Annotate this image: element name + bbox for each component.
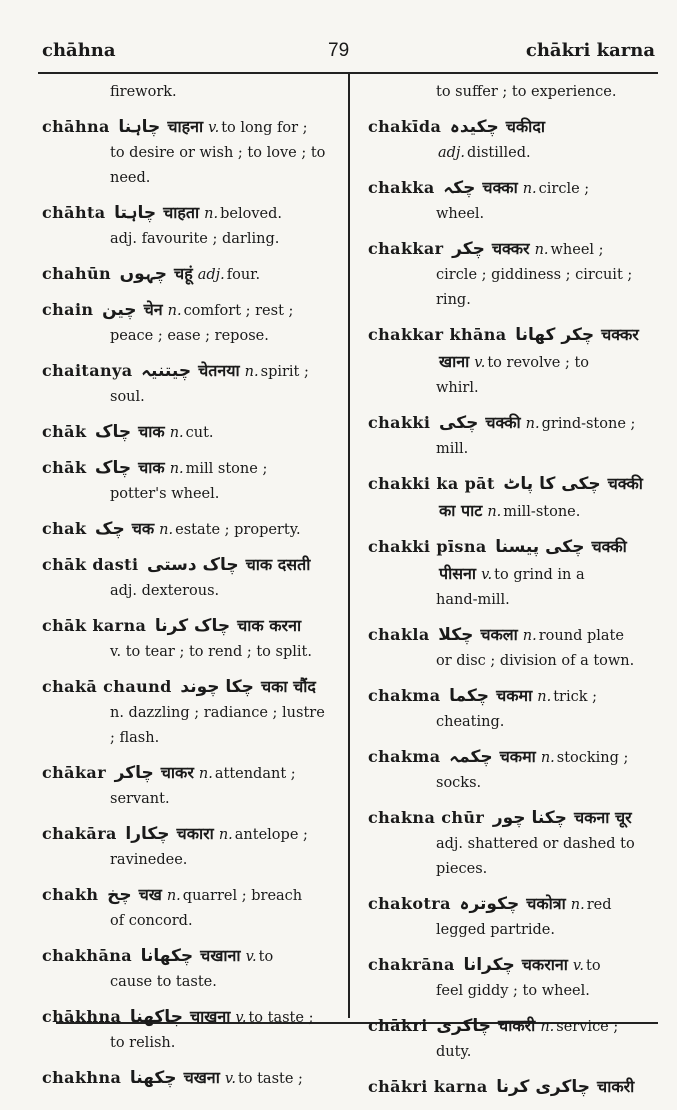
headword: chak [42,519,87,538]
entry-first-line [42,613,334,640]
part-of-speech: n. [198,766,213,782]
entry-first-line [42,200,334,227]
headword: chāk dasti [42,555,139,574]
hindi-script: चेतनया [198,361,240,380]
definition: grind-stone ; [541,416,636,432]
hindi-script: चक्का [482,178,518,197]
urdu-script: چاکر [114,763,154,783]
definition: or disc ; division of a town. [436,653,635,669]
definition: to long for ; [221,120,308,136]
headword: chāk [42,458,87,477]
definition: ; flash. [110,730,160,746]
hindi-script: चखाना [200,946,241,965]
hindi-script: चाहना [167,117,204,136]
hindi-script: चाक [138,422,165,441]
definition: circle ; giddiness ; circuit ; [436,267,633,283]
part-of-speech: v. [208,120,220,136]
urdu-script: چکی کا پاٹ [503,474,601,494]
dictionary-entry [42,613,334,665]
dictionary-entry [42,1065,334,1092]
definition: to relish. [110,1035,176,1051]
urdu-script: چاک کرنا [154,616,231,636]
part-of-speech: n. [218,827,233,843]
entry-first-line [42,674,334,701]
definition: to [258,949,274,965]
definition: cut. [185,425,214,441]
definition: antelope ; [234,827,308,843]
part-of-speech: n. [537,689,552,705]
urdu-script: چاکری کرنا [496,1077,591,1097]
definition: wheel ; [550,242,604,258]
headword: chākar [42,763,107,782]
definition: attendant ; [214,766,296,782]
dictionary-entry [42,358,334,410]
headword: chakna chūr [368,808,485,827]
hindi-script-continued: खाना [439,352,470,371]
definition: to [586,958,601,974]
definition: v. to tear ; to rend ; to split. [110,644,312,660]
dictionary-entry [368,805,662,882]
part-of-speech: n. [522,628,537,644]
part-of-speech: v. [474,355,486,371]
definition: adj. favourite ; darling. [110,231,280,247]
urdu-script: چکلا [438,625,474,645]
headword: chakki pīsna [368,537,487,556]
entry-first-line [368,322,662,349]
entry-line [368,561,662,588]
entry-line [368,349,662,376]
part-of-speech: n. [204,206,219,222]
dictionary-entry [368,322,662,401]
entry-first-line [368,534,662,561]
urdu-script: چکر [452,239,485,259]
hindi-script: चाकर [160,763,194,782]
dictionary-entry [368,1074,662,1101]
urdu-script: چکما [449,686,490,706]
definition: mill. [436,441,469,457]
part-of-speech: n. [534,242,549,258]
hindi-script: चक्की [485,413,521,432]
headword: chāk [42,422,87,441]
urdu-script: چاکری [436,1016,492,1036]
urdu-script: چکیدہ [449,117,499,137]
definition: duty. [436,1044,472,1060]
hindi-script: चख [138,885,162,904]
definition: of concord. [110,913,193,929]
headword: chakāra [42,824,117,843]
hindi-script: चाक दसती [245,555,311,574]
dictionary-entry [368,175,662,227]
dictionary-entry [42,114,334,191]
right-column [368,80,662,1110]
urdu-script: چکر کھانا [515,325,595,345]
entry-first-line [42,419,334,446]
hindi-script: चक्की [591,537,627,556]
header-left-guideword: chāhna [42,40,116,61]
entry-first-line [368,410,662,437]
part-of-speech: v. [245,949,257,965]
part-of-speech: n. [169,425,184,441]
urdu-script: چکا چوند [180,677,254,697]
definition: spirit ; [260,364,309,380]
definition: mill stone ; [185,461,268,477]
continued-definition: firework. [110,84,177,100]
hindi-script: चकना चूर [573,808,632,827]
urdu-script: چہوں [119,264,168,284]
dictionary-entry [368,952,662,1004]
urdu-script: چکہ [443,178,476,198]
dictionary-entry [42,80,334,105]
part-of-speech: n. [540,1019,555,1035]
dictionary-entry [42,297,334,349]
entry-first-line [368,175,662,202]
dictionary-entry [368,683,662,735]
definition: estate ; property. [175,522,301,538]
definition: ring. [436,292,471,308]
definition: hand-mill. [436,592,510,608]
headword: chakrāna [368,955,455,974]
hindi-script: चखना [183,1068,220,1087]
hindi-script: चक्कर [491,239,530,258]
urdu-script: چاک [95,422,132,442]
entry-first-line [368,683,662,710]
headword: chāk karna [42,616,147,635]
definition: service ; [556,1019,619,1035]
entry-first-line [42,943,334,970]
entry-first-line [42,760,334,787]
dictionary-entry [368,744,662,796]
urdu-script: چخ [107,885,132,905]
hindi-script: चकमा [499,747,536,766]
dictionary-entry [368,236,662,313]
hindi-script: चाहता [163,203,200,222]
entry-first-line [368,471,662,498]
urdu-script: چکمہ [449,747,493,767]
dictionary-entry [368,114,662,166]
definition: cheating. [436,714,505,730]
definition: to revolve ; to [487,355,590,371]
part-of-speech: v. [224,1071,236,1087]
urdu-script: چاہتا [114,203,157,223]
urdu-script: چیتنیہ [141,361,192,381]
entry-line [368,498,662,525]
definition: adj. dexterous. [110,583,220,599]
dictionary-entry [368,1013,662,1065]
headword: chakhna [42,1068,122,1087]
part-of-speech: n. [540,750,555,766]
definition: peace ; ease ; repose. [110,328,269,344]
urdu-script: چکھنا [129,1068,177,1088]
hindi-script: चाक [138,458,165,477]
dictionary-entry [368,410,662,462]
entry-first-line [42,455,334,482]
hindi-script: चाकरी [498,1016,536,1035]
hindi-script: चहूं [174,264,193,283]
entry-first-line [42,821,334,848]
entry-first-line [42,261,334,288]
dictionary-entry [42,821,334,873]
column-divider [348,74,350,1018]
urdu-script: چاک [95,458,132,478]
urdu-script: چکھانا [140,946,194,966]
dictionary-entry [368,534,662,613]
headword: chakma [368,686,441,705]
headword: chākri [368,1016,428,1035]
headword: chahūn [42,264,112,283]
definition: stocking ; [556,750,629,766]
dictionary-entry [42,943,334,995]
urdu-script: چاہنا [118,117,161,137]
headword: chakhāna [42,946,133,965]
dictionary-entry [42,1004,334,1056]
hindi-script: चकारा [176,824,214,843]
entry-first-line [42,1065,334,1092]
definition: comfort ; rest ; [183,303,294,319]
headword: chakki [368,413,431,432]
part-of-speech: v. [235,1010,247,1026]
dictionary-entry [42,516,334,543]
headword: chakā chaund [42,677,172,696]
urdu-script: چاکھنا [129,1007,183,1027]
dictionary-entry [42,419,334,446]
entry-first-line [368,805,662,832]
hindi-script: चकराना [521,955,568,974]
headword: chakkar khāna [368,325,507,344]
definition: servant. [110,791,170,807]
continued-definition: to suffer ; to experience. [436,84,617,100]
entry-first-line [42,358,334,385]
entry-first-line [42,882,334,909]
entry-first-line [368,114,662,141]
urdu-script: چکرانا [463,955,515,975]
part-of-speech: n. [244,364,259,380]
headword: chakotra [368,894,451,913]
entry-first-line [42,1004,334,1031]
hindi-script: चेन [143,300,163,319]
part-of-speech: v. [572,958,585,974]
urdu-script: چکنا چور [492,808,567,828]
dictionary-entry [42,760,334,812]
hindi-script-continued: का पाट [439,501,483,520]
dictionary-entry [368,622,662,674]
part-of-speech: n. [525,416,540,432]
headword: chāhna [42,117,110,136]
header-right-guideword: chākri karna [525,40,655,61]
hindi-script: चक्कर [601,325,639,344]
dictionary-entry [42,882,334,934]
hindi-script: चका चौंद [260,677,316,696]
part-of-speech: adj. [438,145,466,161]
dictionary-entry [368,471,662,525]
entry-first-line [42,516,334,543]
urdu-script: چک [95,519,125,539]
hindi-script-continued: पीसना [439,564,477,583]
definition: need. [110,170,151,186]
definition: wheel. [436,206,485,222]
entry-first-line [368,236,662,263]
part-of-speech: n. [522,181,537,197]
definition: four. [226,267,261,283]
part-of-speech: v. [481,567,493,583]
dictionary-entry [42,200,334,252]
entry-first-line [368,1074,662,1101]
headword: chakki ka pāt [368,474,495,493]
entry-first-line [368,952,662,979]
entry-first-line [368,744,662,771]
definition: mill-stone. [503,504,581,520]
hindi-script: चकीदा [505,117,545,136]
page-number: 79 [328,40,350,61]
definition: to grind in a [494,567,585,583]
entry-first-line [42,114,334,141]
definition: to taste ; [237,1071,303,1087]
definition: circle ; [538,181,590,197]
dictionary-entry [368,891,662,943]
hindi-script: चकोत्रा [526,894,566,913]
entry-first-line [368,1013,662,1040]
dictionary-entry [42,455,334,507]
headword: chakma [368,747,441,766]
definition: n. dazzling ; radiance ; lustre [110,705,325,721]
urdu-script: چکی پیسنا [495,537,585,557]
part-of-speech: n. [487,504,502,520]
headword: chakh [42,885,99,904]
headword: chākri karna [368,1077,488,1096]
definition: distilled. [467,145,531,161]
headword: chakkar [368,239,444,258]
part-of-speech: n. [169,461,184,477]
urdu-script: چکی [439,413,479,433]
left-column [42,80,334,1101]
hindi-script: चाखना [189,1007,231,1026]
headword: chāhta [42,203,106,222]
definition: beloved. [220,206,283,222]
definition: soul. [110,389,145,405]
part-of-speech: n. [159,522,174,538]
urdu-script: چکارا [125,824,170,844]
entry-line [368,141,662,166]
part-of-speech: n. [570,897,585,913]
definition: trick ; [553,689,597,705]
headword: chakka [368,178,435,197]
headword: chain [42,300,94,319]
definition: feel giddy ; to wheel. [436,983,590,999]
entry-first-line [368,891,662,918]
definition: round plate [538,628,624,644]
entry-first-line [368,622,662,649]
dictionary-entry [368,80,662,105]
urdu-script: چین [102,300,137,320]
hindi-script: चाकरी [597,1077,635,1096]
definition: legged partride. [436,922,555,938]
definition: to taste ; [248,1010,314,1026]
headword: chaitanya [42,361,133,380]
part-of-speech: adj. [197,267,225,283]
urdu-script: چکوترہ [459,894,520,914]
hindi-script: चकमा [496,686,533,705]
definition: cause to taste. [110,974,217,990]
dictionary-entry [42,552,334,604]
part-of-speech: n. [166,888,181,904]
hindi-script: चकला [480,625,518,644]
hindi-script: चाक करना [237,616,302,635]
entry-first-line [42,552,334,579]
headword: chakīda [368,117,442,136]
definition: ravinedee. [110,852,188,868]
definition: socks. [436,775,482,791]
definition: quarrel ; breach [182,888,303,904]
dictionary-entry [42,261,334,288]
hindi-script: चक [131,519,155,538]
definition: to desire or wish ; to love ; to [110,145,326,161]
definition: potter's wheel. [110,486,220,502]
part-of-speech: n. [167,303,182,319]
definition: adj. shattered or dashed to [436,836,635,852]
definition: red [586,897,612,913]
entry-first-line [42,297,334,324]
definition: whirl. [436,380,479,396]
definition: pieces. [436,861,488,877]
dictionary-entry [42,674,334,751]
urdu-script: چاک دستی [147,555,239,575]
hindi-script: चक्की [607,474,643,493]
headword: chākhna [42,1007,122,1026]
headword: chakla [368,625,430,644]
